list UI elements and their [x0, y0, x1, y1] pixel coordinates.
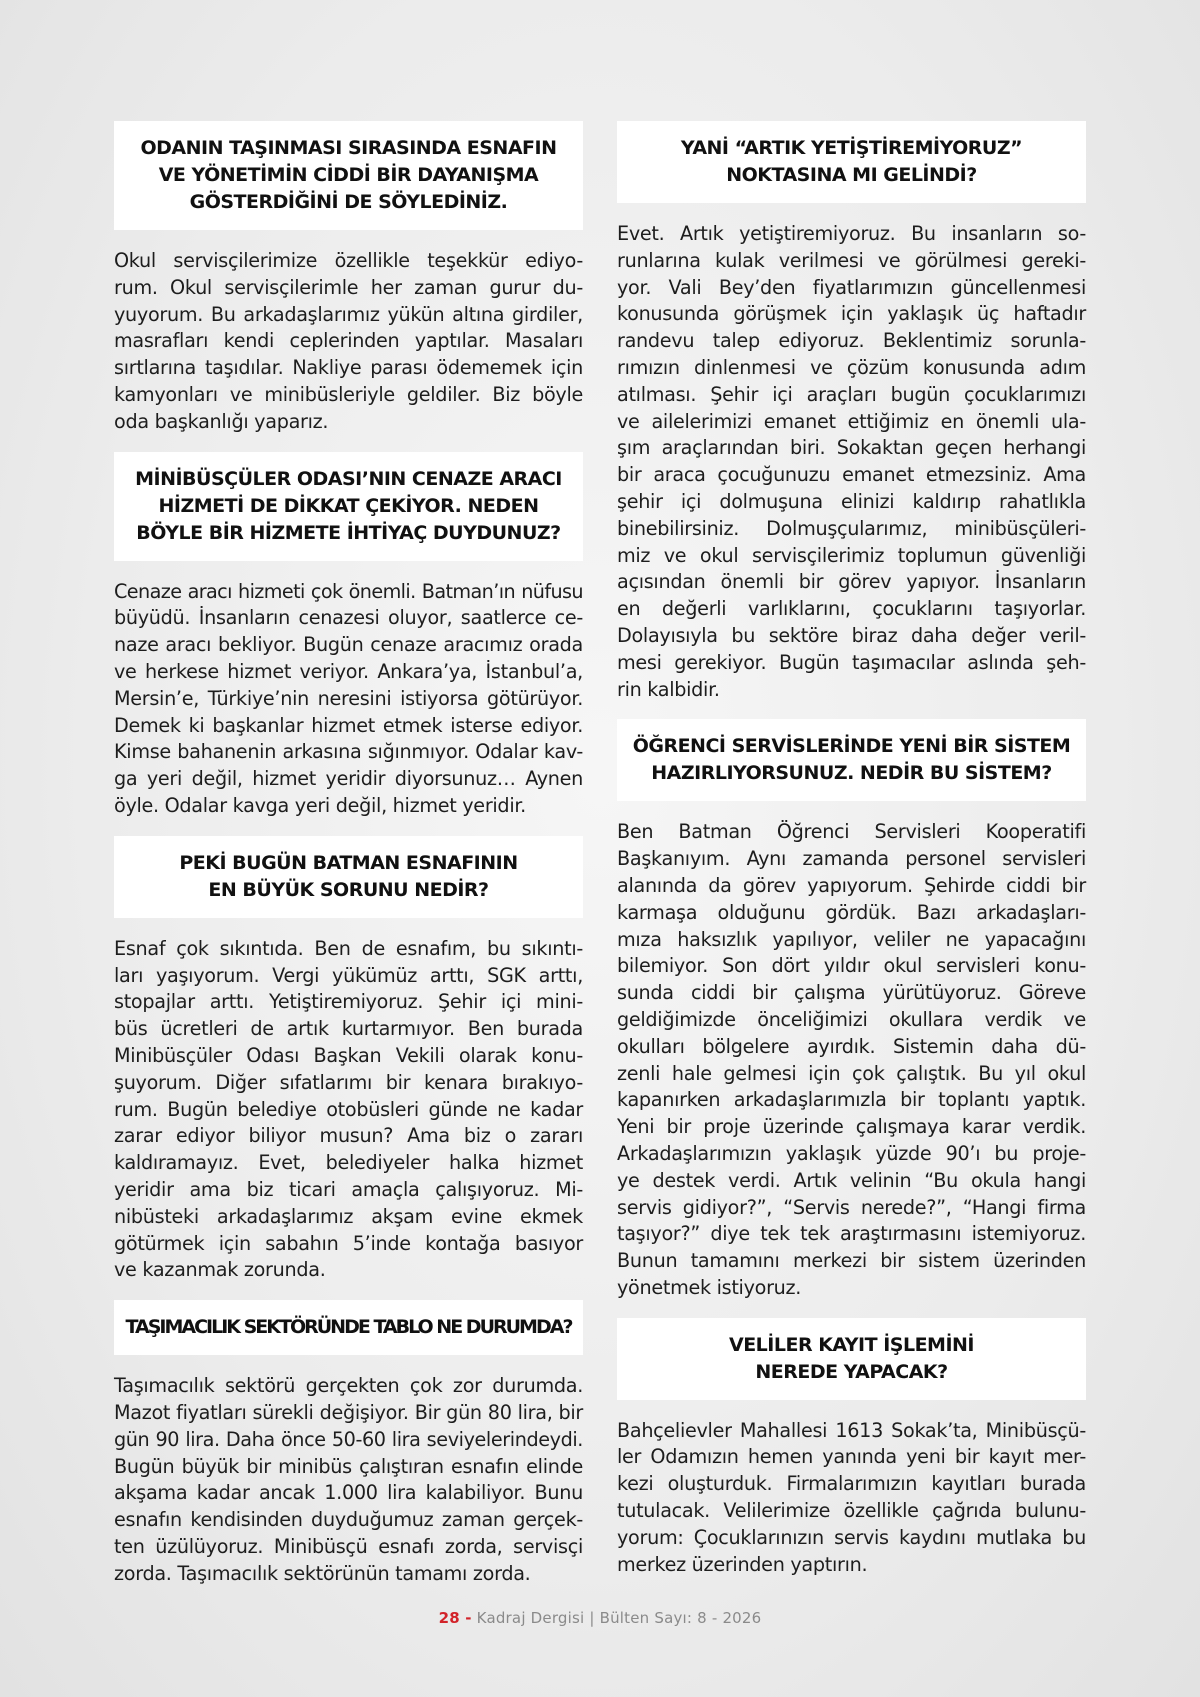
answer-line: stopajlar arttı. Yetiştiremiyoruz. Şehir içi mini- [114, 990, 583, 1014]
answer-line: Yeni bir proje üzerinde çalışmaya karar verdik. [617, 1115, 1086, 1139]
question-line: ODANIN TAŞINMASI SIRASINDA ESNAFIN [140, 137, 557, 159]
answer-line: rum. Bugün belediye otobüsleri günde ne kadar [114, 1097, 583, 1121]
answer-line: Bunun tamamını merkezi bir sistem üzerinden [617, 1249, 1086, 1273]
answer-line: rum. Okul servisçilerimle her zaman gurur du- [114, 275, 583, 299]
answer-line: rin kalbidir. [617, 677, 720, 701]
question-line: VE YÖNETİMİN CİDDİ BİR DAYANIŞMA [158, 164, 539, 186]
answer-line: şehir içi dolmuşuna elinizi kaldırıp rahatlıkla [617, 489, 1086, 513]
answer-line: Mersin’e, Türkiye’nin neresini istiyorsa götürüyor. [114, 686, 583, 710]
answer-line: Cenaze aracı hizmeti çok önemli. Batman’ın nüfusu [114, 579, 583, 603]
answer-paragraph [114, 579, 583, 820]
answer-paragraph [617, 1418, 1086, 1579]
answer-line: Okul servisçilerimize özellikle teşekkür ediyo- [114, 249, 583, 272]
answer-line: zenli hale gelmesi için çok çalıştık. Bu yıl okul [617, 1061, 1086, 1085]
answer-line: konusunda görüşmek için yaklaşık üç haftadır [617, 302, 1086, 326]
answer-line: binebilirsiniz. Dolmuşçularımız, minibüsçüleri- [617, 516, 1086, 540]
answer-line: esnafın kendisinden duyduğumuz zaman gerçek- [114, 1508, 583, 1532]
answer-line: taşıyor?” diye tek tek araştırmasını istemiyoruz. [617, 1222, 1086, 1246]
answer-line: alanında da görev yapıyorum. Şehirde ciddi bir [617, 873, 1086, 897]
answer-line: şuyorum. Diğer sıfatlarımı bir kenara bırakıyo- [114, 1070, 583, 1094]
page-footer [0, 1609, 1200, 1627]
question-line: NEREDE YAPACAK? [755, 1360, 948, 1383]
answer-line: ga yeri değil, hizmet yeridir diyorsunuz… Aynen [114, 767, 583, 791]
answer-line: açısından önemli bir görev yapıyor. İnsanların [617, 570, 1086, 594]
answer-line: kamyonları ve minibüsleriyle geldiler. Biz böyle [114, 382, 583, 406]
answer-line: ve kazanmak zorunda. [114, 1258, 326, 1282]
answer-line: atılması. Şehir içi araçları bugün çocuklarımızı [617, 382, 1086, 406]
question-line: ÖĞRENCİ SERVİSLERİNDE YENİ BİR SİSTEM [632, 735, 1071, 758]
question-line: EN BÜYÜK SORUNU NEDİR? [208, 878, 489, 901]
question-box [114, 836, 583, 918]
answer-line: bir araca çocuğunuzu emanet etmezsiniz. Ama [617, 463, 1086, 487]
answer-paragraph [114, 936, 583, 1284]
answer-line: yor. Vali Bey’den fiyatlarımızın güncellenmesi [617, 275, 1086, 299]
answer-line: ye destek verdi. Artık velinin “Bu okula hangi [617, 1168, 1086, 1192]
answer-line: sunda ciddi bir çalışma yürütüyoruz. Göreve [617, 981, 1086, 1005]
answer-line: mıza haksızlık yapılıyor, veliler ne yapacağını [617, 927, 1086, 951]
answer-line: yuyorum. Bu arkadaşlarımız yükün altına girdiler, [114, 302, 583, 326]
page-number: 28 - [438, 1609, 472, 1627]
question-box [114, 121, 583, 230]
answer-line: Minibüsçüler Odası Başkan Vekili olarak konu- [114, 1043, 583, 1067]
answer-line: Mazot fiyatları sürekli değişiyor. Bir gün 80 lira, bir [114, 1400, 583, 1424]
question-line: HAZIRLIYORSUNUZ. NEDİR BU SİSTEM? [651, 762, 1052, 785]
answer-line: geldiğimizde önceliğimizi okullara verdik ve [617, 1007, 1086, 1031]
answer-line: masrafları kendi ceplerinden yaptılar. Masaları [114, 329, 583, 353]
answer-line: nibüsteki arkadaşlarımız akşam evine ekmek [114, 1204, 583, 1228]
answer-line: şım araçlarından biri. Sokaktan geçen herhangi [617, 436, 1086, 460]
answer-line: servis gidiyor?”, “Servis nerede?”, “Hangi firma [617, 1195, 1086, 1219]
answer-line: randevu talep ediyoruz. Beklentimiz sorunla- [617, 329, 1086, 353]
answer-line: miz ve okul servisçilerimiz toplumun güvenliği [617, 543, 1086, 567]
answer-line: mesi gerekiyor. Bugün taşımacılar aslında şeh- [617, 650, 1086, 674]
answer-line: büyüdü. İnsanların cenazesi oluyor, saatlerce ce- [114, 606, 583, 630]
answer-line: merkez üzerinden yaptırın. [617, 1552, 868, 1576]
answer-paragraph [617, 819, 1086, 1301]
answer-line: ve herkese hizmet veriyor. Ankara’ya, İstanbul’a, [114, 659, 583, 683]
answer-line: ten üzülüyoruz. Minibüsçü esnafı zorda, servisçi [114, 1534, 583, 1558]
answer-line: bilemiyor. Son dört yıldır okul servisleri konu- [617, 954, 1086, 978]
question-line: NOKTASINA MI GELİNDİ? [726, 164, 977, 186]
answer-line: Ben Batman Öğrenci Servisleri Kooperatifi [617, 820, 1086, 844]
answer-line: ve ailelerimizi emanet ettiğimiz en önemli ula- [617, 409, 1086, 433]
answer-line: Kimse bahanenin arkasına sığınmıyor. Odalar kav- [114, 740, 583, 764]
question-line: YANİ “ARTIK YETİŞTİREMİYORUZ” [680, 137, 1023, 159]
question-box [114, 452, 583, 561]
answer-line: runlarına kulak verilmesi ve görülmesi gereki- [617, 248, 1086, 272]
answer-line: kaldıramayız. Evet, belediyeler halka hizmet [114, 1151, 583, 1175]
left-column [114, 121, 583, 1603]
answer-line: gün 90 lira. Daha önce 50-60 lira seviyelerindeydi. [114, 1427, 583, 1451]
answer-line: karmaşa olduğunu gördük. Bazı arkadaşları- [617, 900, 1086, 924]
answer-paragraph [114, 1373, 583, 1587]
answer-line: tutulacak. Velilerimize özellikle çağrıda bulunu- [617, 1499, 1086, 1523]
question-box [114, 1300, 583, 1355]
answer-line: zarar ediyor biliyor musun? Ama biz o zararı [114, 1124, 583, 1148]
answer-line: Dolayısıyla bu sektöre biraz daha değer veril- [617, 623, 1086, 647]
answer-line: Taşımacılık sektörü gerçekten çok zor durumda. [114, 1374, 583, 1398]
answer-line: Arkadaşlarımızın yaklaşık yüzde 90’ı bu proje- [617, 1141, 1086, 1165]
answer-line: yeridir ama biz ticari amaçla çalışıyoruz. Mi- [114, 1177, 583, 1201]
right-column [617, 121, 1086, 1594]
answer-line: okulları bölgelere ayırdık. Sistemin daha dü- [617, 1034, 1086, 1058]
answer-line: ler Odamızın hemen yanında yeni bir kayıt mer- [617, 1445, 1086, 1469]
answer-paragraph [617, 221, 1086, 703]
answer-line: en değerli varlıklarını, çocuklarını taşıyorlar. [617, 597, 1086, 621]
answer-line: yorum: Çocuklarınızın servis kaydını mutlaka bu [617, 1525, 1086, 1549]
answer-line: sırtlarına taşıdılar. Nakliye parası ödememek için [114, 356, 583, 380]
answer-line: Esnaf çok sıkıntıda. Ben de esnafım, bu sıkıntı- [114, 936, 583, 960]
question-box [617, 121, 1086, 203]
question-box [617, 1318, 1086, 1400]
answer-line: götürmek için sabahın 5’inde kontağa basıyor [114, 1231, 583, 1255]
answer-line: Evet. Artık yetiştiremiyoruz. Bu insanların so- [617, 222, 1086, 245]
answer-line: Bugün büyük bir minibüs çalıştıran esnafın elinde [114, 1454, 583, 1478]
publication-name: Kadraj Dergisi | Bülten Sayı: 8 [476, 1609, 707, 1627]
publication-year: 2026 [722, 1609, 762, 1627]
question-line: MİNİBÜSÇÜLER ODASI’NIN CENAZE ARACI [135, 467, 562, 490]
footer-separator: - [711, 1609, 718, 1627]
question-line: GÖSTERDİĞİNİ DE SÖYLEDİNİZ. [189, 191, 508, 213]
answer-line: öyle. Odalar kavga yeri değil, hizmet yeridir. [114, 793, 526, 817]
question-line: HİZMETİ DE DİKKAT ÇEKİYOR. NEDEN [158, 494, 539, 517]
answer-line: büs ücretleri de artık kurtarmıyor. Ben burada [114, 1017, 583, 1041]
answer-line: rımızın dinlenmesi ve çözüm konusunda adım [617, 355, 1086, 379]
answer-line: kezi oluşturduk. Firmalarımızın kayıtları burada [617, 1472, 1086, 1496]
answer-line: akşama kadar ancak 1.000 lira kalabiliyor. Bunu [114, 1481, 583, 1505]
answer-line: Demek ki başkanlar hizmet etmek isterse ediyor. [114, 713, 583, 737]
answer-line: Başkanıyım. Aynı zamanda personel servisleri [617, 847, 1086, 871]
question-line: TAŞIMACILIK SEKTÖRÜNDE TABLO NE DURUMDA? [125, 1316, 572, 1339]
answer-line: oda başkanlığı yaparız. [114, 409, 329, 433]
answer-line: zorda. Taşımacılık sektörünün tamamı zorda. [114, 1561, 531, 1585]
question-line: VELİLER KAYIT İŞLEMİNİ [729, 1333, 974, 1356]
answer-line: Bahçelievler Mahallesi 1613 Sokak’ta, Minibüsçü- [617, 1418, 1086, 1442]
question-box [617, 719, 1086, 801]
answer-line: kapanırken arkadaşlarımızla bir toplantı yaptık. [617, 1088, 1086, 1112]
answer-line: yönetmek istiyoruz. [617, 1275, 802, 1299]
answer-line: ları yaşıyorum. Vergi yükümüz arttı, SGK arttı, [114, 963, 583, 987]
answer-line: naze aracı bekliyor. Bugün cenaze aracımız orada [114, 633, 583, 657]
answer-paragraph [114, 248, 583, 436]
question-line: BÖYLE BİR HİZMETE İHTİYAÇ DUYDUNUZ? [136, 521, 561, 544]
question-line: PEKİ BUGÜN BATMAN ESNAFININ [179, 851, 518, 874]
